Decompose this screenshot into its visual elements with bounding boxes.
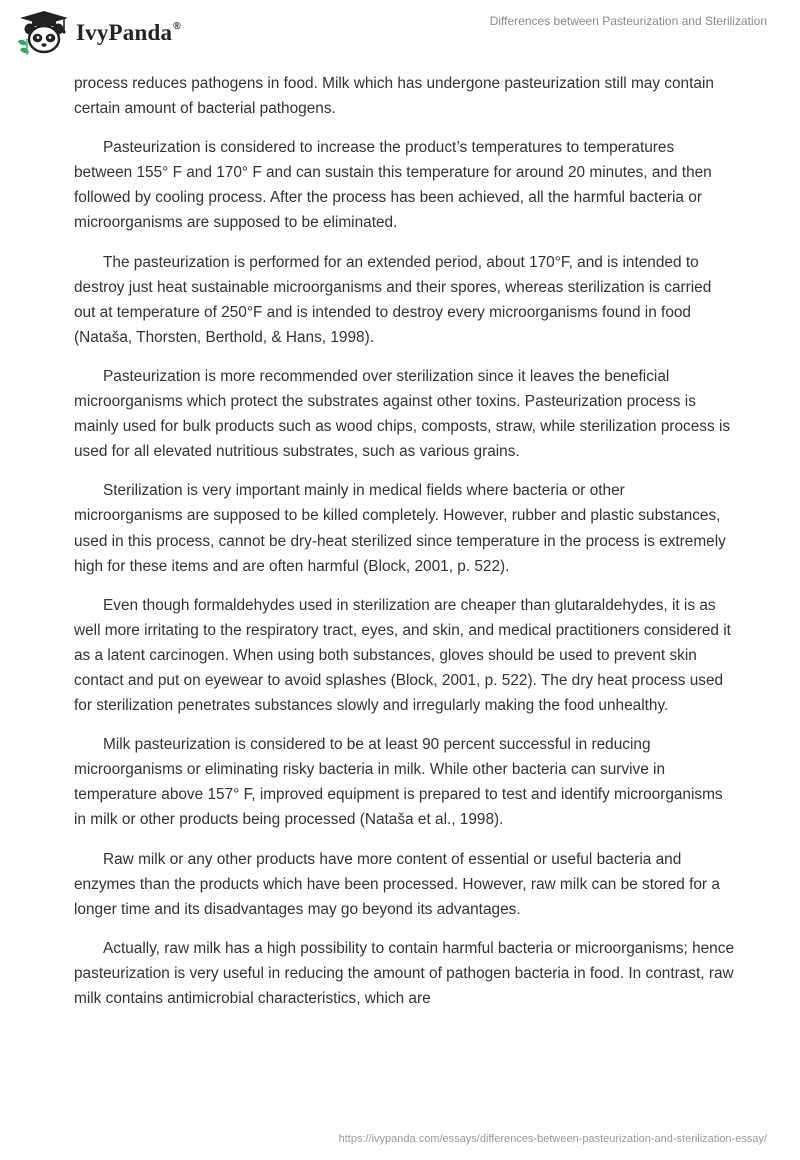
ivypanda-logo[interactable] <box>14 9 181 55</box>
paragraph-9: Actually, raw milk has a high possibility to contain harmful bacteria or microorganisms; hence pasteurization is very useful in reducing the amount of pathogen bacteria in food. In contrast, raw milk contains antimicrobial characteristics, which are <box>74 939 735 1007</box>
paragraph-5: Sterilization is very important mainly in medical fields where bacteria or other microorganisms are supposed to be killed completely. However, rubber and plastic substances, used in this process, cannot be dry-heat sterilized since temperature in the process is extremely high for these items and are often harmful (Block, 2001, p. 522). <box>74 482 726 575</box>
essay-body <box>74 71 734 1025</box>
logo-wordmark: IvyPanda® <box>76 20 181 45</box>
document-title: Differences between Pasteurization and Sterilization <box>489 14 767 28</box>
paragraph-1: process reduces pathogens in food. Milk which has undergone pasteurization still may contain certain amount of bacterial pathogens. <box>74 75 714 118</box>
source-url-link[interactable]: https://ivypanda.com/essays/differences-between-pasteurization-and-sterilization-essay/ <box>338 1133 767 1145</box>
paragraph-6: Even though formaldehydes used in sterilization are cheaper than glutaraldehydes, it is as well more irritating to the respiratory tract, eyes, and skin, and medical practitioners considered it as a latent carcinogen. When using both substances, gloves should be used to prevent skin contact and put on eyewear to avoid splashes (Block, 2001, p. 522). The dry heat process used for sterilization penetrates substances slowly and irregularly making the food unhealthy. <box>74 596 731 715</box>
panda-logo-icon <box>14 9 74 55</box>
paragraph-7: Milk pasteurization is considered to be at least 90 percent successful in reducing microorganisms or eliminating risky bacteria in milk. While other bacteria can survive in temperature above 157° F, improved equipment is prepared to test and identify microorganisms in milk or other products being processed (Nataša et al., 1998). <box>74 736 723 829</box>
paragraph-4: Pasteurization is more recommended over sterilization since it leaves the beneficial microorganisms which protect the substrates against other toxins. Pasteurization process is mainly used for bulk products such as wood chips, composts, straw, while sterilization process is used for all elevated nutritious substrates, such as various grains. <box>74 367 731 461</box>
registered-mark: ® <box>173 21 181 33</box>
paragraph-8: Raw milk or any other products have more content of essential or useful bacteria and enzymes than the products which have been processed. However, raw milk can be stored for a longer time and its disadvantages may go beyond its advantages. <box>74 850 720 918</box>
paragraph-2: Pasteurization is considered to increase the product’s temperatures to temperatures between 155° F and 170° F and can sustain this temperature for around 20 minutes, and then followed by cooling process. After the process has been achieved, all the harmful bacteria or microorganisms are supposed to be eliminated. <box>74 139 712 232</box>
page-header <box>0 0 800 70</box>
paragraph-3: The pasteurization is performed for an extended period, about 170°F, and is intended to destroy just heat sustainable microorganisms and their spores, whereas sterilization is carried out at temperature of 250°F and is intended to destroy every microorganisms found in food (Nataša, Thorsten, Berthold, & Hans, 1998). <box>74 253 712 346</box>
